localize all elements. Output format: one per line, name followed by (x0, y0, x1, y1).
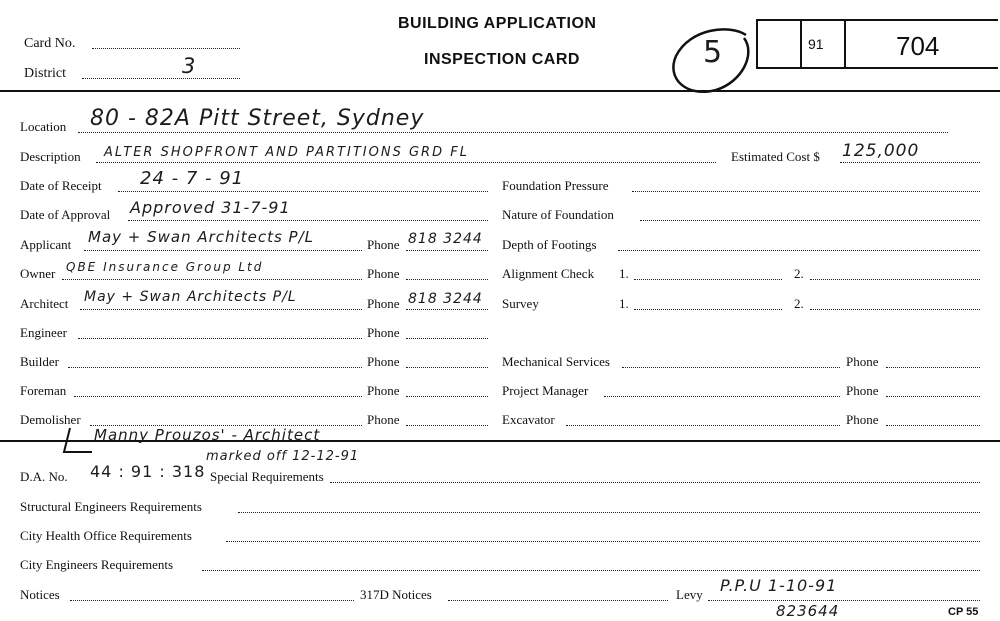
project-manager-field[interactable] (604, 396, 840, 397)
architect-phone-value: 818 3244 (408, 291, 483, 307)
card-number-box (756, 19, 998, 69)
applicant-phone-field[interactable] (406, 250, 488, 251)
special-requirements-field[interactable] (330, 482, 980, 483)
date-approval-field[interactable] (128, 220, 488, 221)
builder-label: Builder (20, 354, 59, 369)
bracket-mark (56, 426, 96, 456)
survey-num1: 1. (619, 296, 629, 311)
project-manager-phone-label: Phone (846, 383, 879, 398)
box-year: 91 (808, 36, 824, 52)
applicant-value: May + Swan Architects P/L (88, 228, 314, 246)
card-no-label: Card No. (24, 36, 76, 51)
mechanical-phone-label: Phone (846, 354, 879, 369)
applicant-phone-value: 818 3244 (408, 231, 483, 247)
depth-footings-label: Depth of Footings (502, 237, 597, 252)
engineer-field[interactable] (78, 338, 362, 339)
architect-field[interactable] (80, 309, 362, 310)
location-value: 80 - 82A Pitt Street, Sydney (90, 106, 425, 131)
city-engineers-label: City Engineers Requirements (20, 557, 174, 572)
foreman-phone-field[interactable] (406, 396, 488, 397)
engineer-phone-label: Phone (367, 325, 400, 340)
architect-label: Architect (20, 296, 69, 311)
da-no-note: marked off 12-12-91 (206, 449, 360, 464)
notices-field[interactable] (70, 600, 354, 601)
estimated-cost-label: Estimated Cost $ (731, 149, 820, 164)
structural-label: Structural Engineers Requirements (20, 499, 202, 514)
mechanical-services-field[interactable] (622, 367, 840, 368)
date-receipt-field[interactable] (118, 191, 488, 192)
owner-label: Owner (20, 266, 56, 281)
foreman-label: Foreman (20, 383, 67, 398)
survey-field2[interactable] (810, 309, 980, 310)
owner-field[interactable] (62, 279, 362, 280)
form-title-line2: INSPECTION CARD (424, 51, 580, 68)
health-field[interactable] (226, 541, 980, 542)
applicant-label: Applicant (20, 237, 72, 252)
alignment-check-label: Alignment Check (502, 266, 595, 281)
alignment-check-field1[interactable] (634, 279, 782, 280)
architect-phone-label: Phone (367, 296, 400, 311)
excavator-label: Excavator (502, 412, 555, 427)
engineer-phone-field[interactable] (406, 338, 488, 339)
applicant-field[interactable] (84, 250, 362, 251)
header-rule (0, 90, 1000, 92)
architect-phone-field[interactable] (406, 309, 488, 310)
excavator-phone-label: Phone (846, 412, 879, 427)
levy-label: Levy (676, 587, 703, 602)
foreman-field[interactable] (74, 396, 362, 397)
bottom-handwritten-number: 823644 (776, 602, 840, 620)
excavator-field[interactable] (566, 425, 840, 426)
project-manager-label: Project Manager (502, 383, 589, 398)
form-code: CP 55 (948, 606, 979, 618)
architect-value: May + Swan Architects P/L (84, 289, 297, 305)
alignment-check-num2: 2. (794, 266, 804, 281)
nature-foundation-label: Nature of Foundation (502, 207, 614, 222)
engineer-label: Engineer (20, 325, 67, 340)
owner-value: QBE Insurance Group Ltd (66, 260, 264, 274)
builder-field[interactable] (68, 367, 362, 368)
estimated-cost-field[interactable] (840, 162, 980, 163)
applicant-phone-label: Phone (367, 237, 400, 252)
demolisher-phone-label: Phone (367, 412, 400, 427)
alignment-check-num1: 1. (619, 266, 629, 281)
district-value: 3 (182, 54, 197, 78)
alignment-check-field2[interactable] (810, 279, 980, 280)
builder-phone-label: Phone (367, 354, 400, 369)
foundation-pressure-field[interactable] (632, 191, 980, 192)
notices-317d-field[interactable] (448, 600, 668, 601)
box-divider (800, 19, 802, 69)
architect-note: Manny Prouzos' - Architect (94, 426, 321, 444)
card-no-field[interactable] (92, 48, 240, 49)
owner-phone-label: Phone (367, 266, 400, 281)
depth-footings-field[interactable] (618, 250, 980, 251)
description-field[interactable] (96, 162, 716, 163)
description-label: Description (20, 149, 81, 164)
demolisher-label: Demolisher (20, 412, 81, 427)
district-label: District (24, 66, 66, 81)
survey-num2: 2. (794, 296, 804, 311)
foreman-phone-label: Phone (367, 383, 400, 398)
description-value: ALTER SHOPFRONT AND PARTITIONS GRD FL (104, 145, 469, 160)
form-title-line1: BUILDING APPLICATION (398, 15, 597, 32)
location-label: Location (20, 119, 67, 134)
estimated-cost-value: 125,000 (842, 141, 920, 161)
builder-phone-field[interactable] (406, 367, 488, 368)
box-number: 704 (896, 31, 940, 61)
structural-field[interactable] (238, 512, 980, 513)
notices-label: Notices (20, 587, 60, 602)
da-no-label: D.A. No. (20, 469, 68, 484)
foundation-pressure-label: Foundation Pressure (502, 178, 609, 193)
circled-number: 5 (703, 35, 724, 70)
city-engineers-field[interactable] (202, 570, 980, 571)
owner-phone-field[interactable] (406, 279, 488, 280)
nature-foundation-field[interactable] (640, 220, 980, 221)
box-divider (844, 19, 846, 69)
mechanical-services-label: Mechanical Services (502, 354, 610, 369)
district-field[interactable] (82, 78, 240, 79)
mechanical-phone-field[interactable] (886, 367, 980, 368)
date-receipt-label: Date of Receipt (20, 178, 102, 193)
levy-value: P.P.U 1-10-91 (720, 576, 838, 595)
health-label: City Health Office Requirements (20, 528, 192, 543)
date-approval-label: Date of Approval (20, 207, 111, 222)
demolisher-phone-field[interactable] (406, 425, 488, 426)
survey-label: Survey (502, 296, 539, 311)
survey-field1[interactable] (634, 309, 782, 310)
excavator-phone-field[interactable] (886, 425, 980, 426)
levy-field[interactable] (708, 600, 980, 601)
project-manager-phone-field[interactable] (886, 396, 980, 397)
date-approval-value: Approved 31-7-91 (130, 198, 291, 217)
notices-317d-label: 317D Notices (360, 587, 432, 602)
special-requirements-label: Special Requirements (210, 469, 324, 484)
location-field[interactable] (78, 132, 948, 133)
date-receipt-value: 24 - 7 - 91 (140, 168, 245, 189)
da-no-value: 44 : 91 : 318 (90, 462, 206, 481)
